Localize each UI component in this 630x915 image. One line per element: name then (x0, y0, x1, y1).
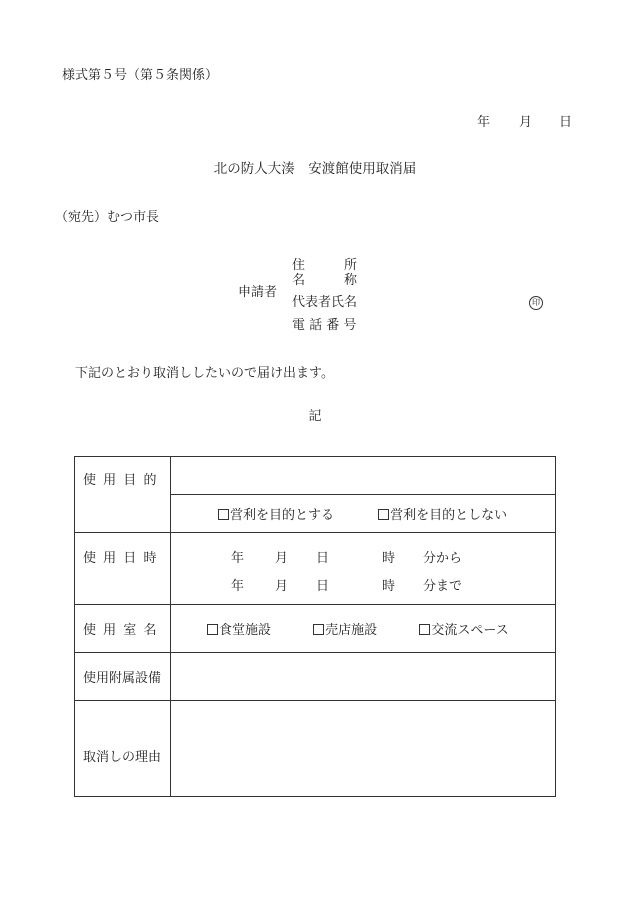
checkbox-for-profit[interactable] (218, 509, 229, 520)
option-shop-label: 売店施設 (325, 623, 378, 638)
datetime-input-cell[interactable] (171, 533, 556, 605)
applicant-label: 申請者 (238, 285, 278, 300)
reason-label-cell (75, 701, 171, 797)
reason-input-cell[interactable] (171, 701, 556, 797)
checkbox-exchange[interactable] (419, 624, 430, 635)
datetime-label: 使用日時 (83, 551, 164, 566)
date-year: 年 (477, 115, 491, 130)
option-shop[interactable] (313, 619, 377, 638)
room-label: 使用室名 (83, 623, 164, 638)
datetime-start-line (171, 541, 555, 569)
start-from: 分から (423, 550, 463, 566)
applicant-representative-label: 代表者氏名 (292, 295, 358, 310)
date-month: 月 (519, 115, 533, 130)
option-for-profit[interactable] (218, 504, 334, 523)
start-year: 年 (231, 550, 245, 566)
reason-row (75, 701, 556, 797)
addressee: （宛先）むつ市長 (55, 210, 160, 225)
form-number: 様式第５号（第５条関係） (62, 68, 219, 83)
reason-label: 取消しの理由 (83, 750, 162, 765)
date-day: 日 (559, 115, 573, 130)
option-exchange-label: 交流スペース (431, 623, 509, 638)
datetime-end-line (171, 569, 555, 597)
datetime-row (75, 533, 556, 605)
room-options-cell (171, 605, 556, 653)
applicant-phone-label: 電 話 番 号 (292, 318, 357, 333)
document-title: 北の防人大湊 安渡館使用取消届 (213, 161, 417, 177)
applicant-name-label: 名 称 (292, 273, 358, 288)
checkbox-cafeteria[interactable] (207, 624, 218, 635)
cancellation-form-table (74, 456, 556, 797)
purpose-input-cell[interactable] (171, 457, 556, 495)
room-label-cell (75, 605, 171, 653)
applicant-address-label: 住 所 (292, 258, 358, 273)
ki-heading: 記 (308, 409, 322, 424)
purpose-label: 使用目的 (83, 473, 164, 488)
end-month: 月 (275, 578, 289, 594)
datetime-label-cell (75, 533, 171, 605)
start-month: 月 (275, 550, 289, 566)
room-row (75, 605, 556, 653)
option-not-for-profit[interactable] (378, 504, 507, 523)
option-exchange[interactable] (419, 619, 508, 638)
purpose-row (75, 457, 556, 495)
start-hour: 時 (382, 550, 396, 566)
equipment-label-cell (75, 653, 171, 701)
purpose-label-cell (75, 457, 171, 533)
checkbox-not-for-profit[interactable] (378, 509, 389, 520)
end-hour: 時 (382, 578, 396, 594)
option-not-for-profit-label: 営利を目的としない (390, 508, 508, 523)
notice-text: 下記のとおり取消ししたいので届け出ます。 (75, 366, 334, 381)
purpose-options-cell (171, 495, 556, 533)
seal-mark: 印 (529, 296, 543, 310)
option-cafeteria[interactable] (207, 619, 271, 638)
equipment-label: 使用附属設備 (83, 671, 162, 686)
option-cafeteria-label: 食堂施設 (219, 623, 272, 638)
end-year: 年 (231, 578, 245, 594)
option-for-profit-label: 営利を目的とする (230, 508, 335, 523)
start-day: 日 (316, 550, 330, 566)
equipment-input-cell[interactable] (171, 653, 556, 701)
end-day: 日 (316, 578, 330, 594)
end-until: 分まで (423, 578, 463, 594)
equipment-row (75, 653, 556, 701)
checkbox-shop[interactable] (313, 624, 324, 635)
